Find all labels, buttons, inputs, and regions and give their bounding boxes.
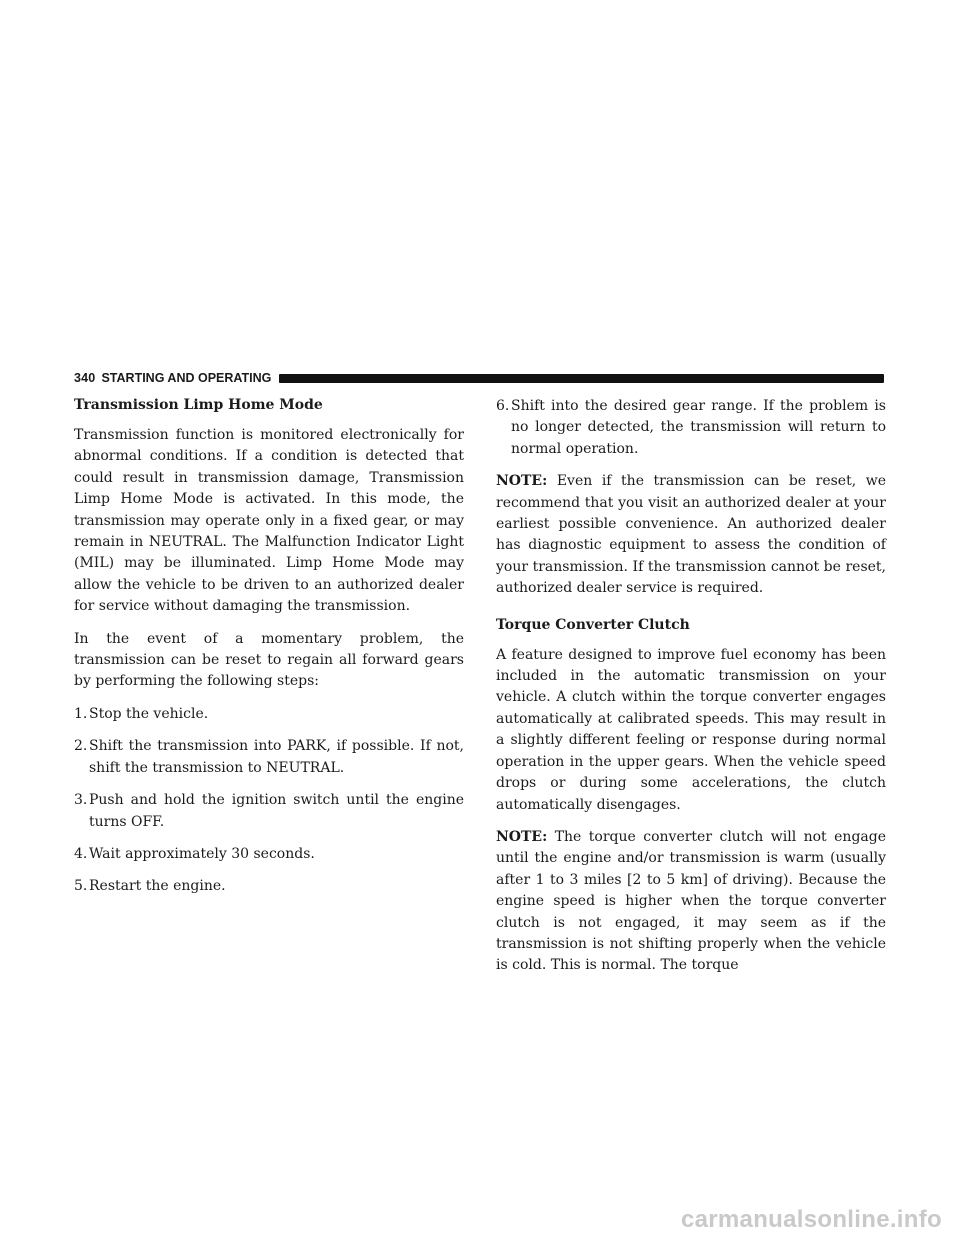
note-text: Even if the transmission can be reset, we recommend that you visit an authorized dealer at your earliest possible convenience. An authorized dealer has diagnostic equipment to assess the condition of your transmission. If the transmission cannot be reset, authorized dealer service is required. — [496, 473, 886, 597]
note-label: NOTE: — [496, 473, 548, 490]
step-text: Wait approximately 30 seconds. — [89, 845, 315, 862]
page-header — [74, 370, 884, 386]
left-column — [74, 396, 464, 909]
step-number: 6. — [496, 398, 510, 414]
right-column — [496, 396, 886, 988]
step-text: Push and hold the ignition switch until the engine turns OFF. — [89, 792, 464, 830]
list-item — [74, 704, 464, 725]
paragraph-reset-intro: In the event of a momentary problem, the transmission can be reset to regain all forward gears by performing the following steps: — [74, 630, 464, 690]
heading-limp-home-mode: Transmission Limp Home Mode — [74, 397, 323, 413]
watermark: carmanualsonline.info — [680, 1206, 942, 1233]
list-item — [74, 790, 464, 833]
reset-steps-list — [74, 704, 464, 898]
list-item — [74, 736, 464, 779]
step-number: 4. — [74, 845, 88, 862]
heading-torque-converter-clutch: Torque Converter Clutch — [496, 616, 690, 633]
step-number: 1. — [74, 705, 88, 722]
step-number: 2. — [74, 738, 88, 755]
note-torque-converter — [496, 827, 886, 977]
step-number: 3. — [74, 792, 88, 809]
step-text: Restart the engine. — [89, 878, 226, 895]
step-text: Stop the vehicle. — [89, 705, 209, 722]
list-item — [496, 396, 886, 460]
page-number: 340 — [74, 371, 96, 385]
list-item — [74, 876, 464, 897]
list-item — [74, 844, 464, 865]
reset-steps-continued — [496, 396, 886, 460]
step-text: Shift into the desired gear range. If the problem is no longer detected, the transmission will return to normal operation. — [511, 398, 886, 457]
section-title: STARTING AND OPERATING — [101, 371, 272, 385]
note-label: NOTE: — [496, 828, 548, 845]
paragraph-torque-converter: A feature designed to improve fuel economy has been included in the automatic transmission on your vehicle. A clutch within the torque converter engages automatically at calibrated speeds. This may result in a slightly different feeling or response during normal operation in the upper gears. When the vehicle speed drops or during some accelerations, the clutch automatically disengages. — [496, 646, 886, 813]
step-number: 5. — [74, 878, 88, 895]
note-reset-dealer — [496, 471, 886, 599]
header-rule — [279, 374, 884, 383]
step-text: Shift the transmission into PARK, if possible. If not, shift the transmission to NEUTRAL. — [89, 738, 464, 776]
note-text: The torque converter clutch will not engage until the engine and/or transmission is warm (usually after 1 to 3 miles [2 to 5 km] of driving). Because the engine speed is higher when the torque converter clutch is not engaged, it may seem as if the transmission is not shifting properly when the vehicle is cold. This is normal. The torque — [496, 828, 886, 974]
paragraph-limp-home-description: Transmission function is monitored electronically for abnormal conditions. If a condition is detected that could result in transmission damage, Transmission Limp Home Mode is activated. In this mode, the transmission may operate only in a fixed gear, or may remain in NEUTRAL. The Malfunction Indicator Light (MIL) may be illuminated. Limp Home Mode may allow the vehicle to be driven to an authorized dealer for service without damaging the transmission. — [74, 427, 464, 615]
